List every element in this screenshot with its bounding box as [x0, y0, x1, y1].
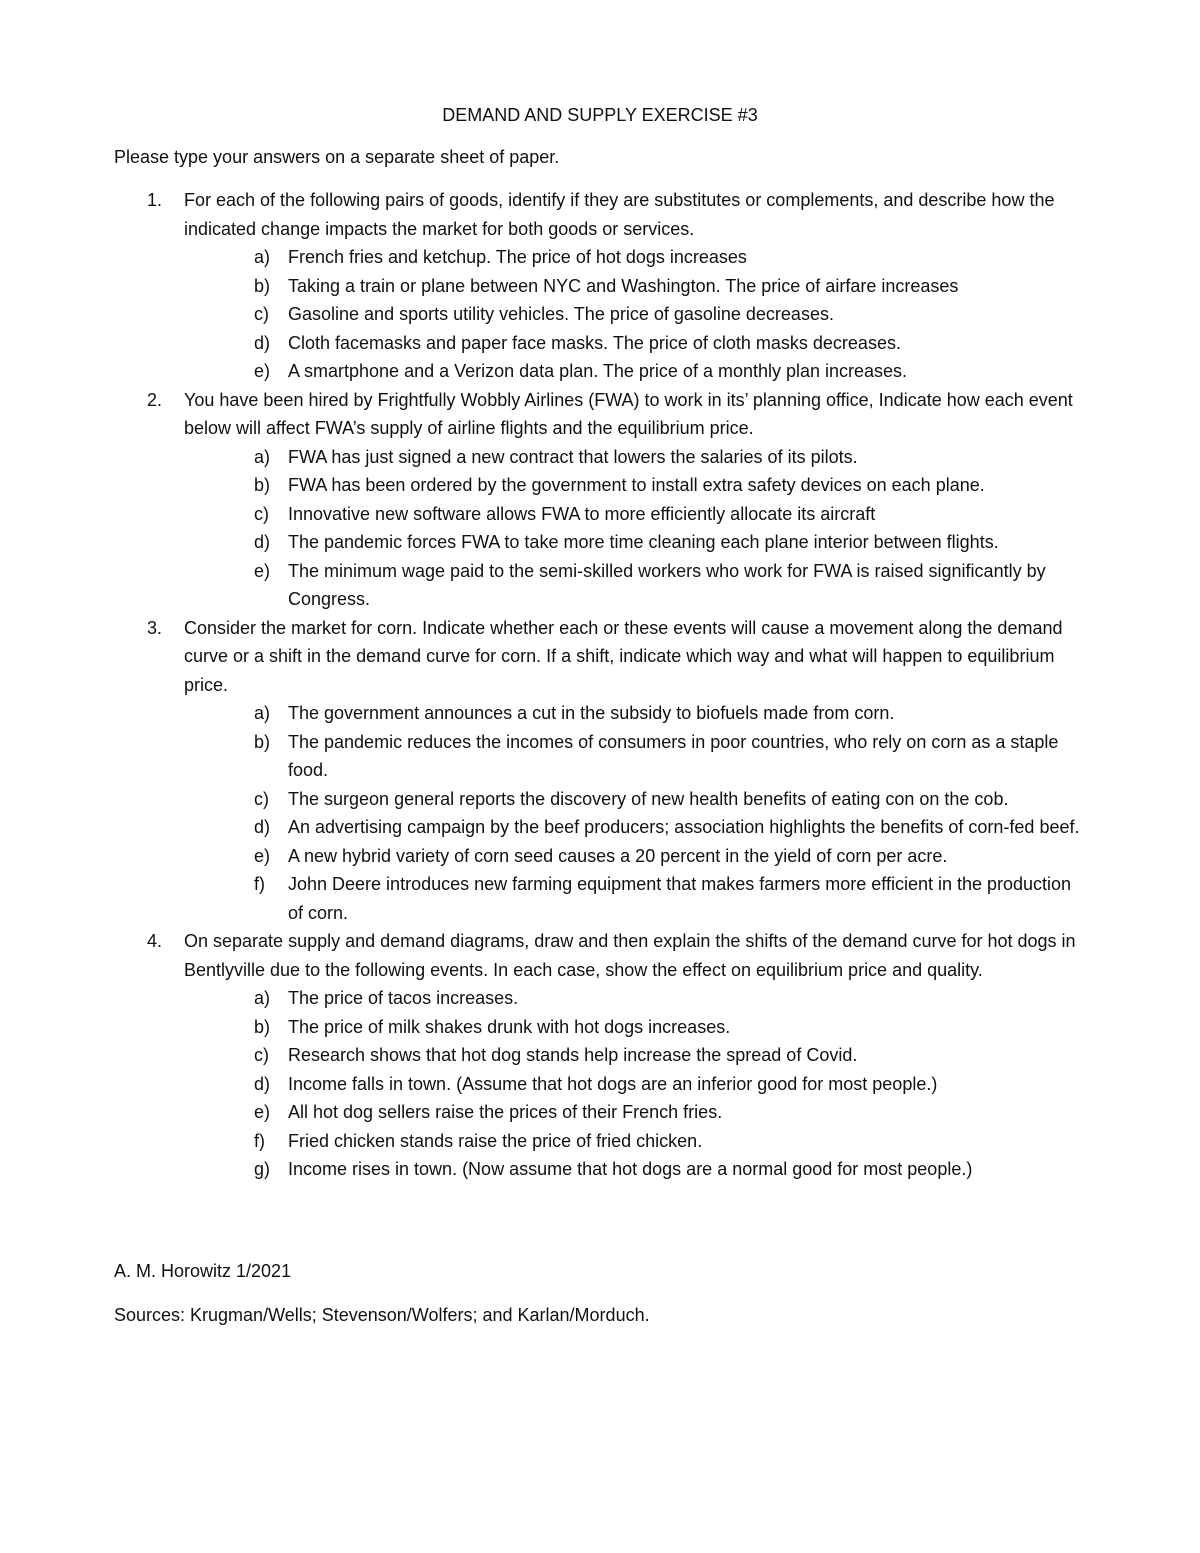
item-letter: e) [254, 845, 271, 866]
sources-line: Sources: Krugman/Wells; Stevenson/Wolfers; and Karlan/Morduch. [114, 1305, 650, 1325]
list-item [184, 300, 1084, 329]
item-text: The price of tacos increases. [288, 988, 519, 1008]
item-text: The pandemic forces FWA to take more time cleaning each plane interior between flights. [288, 532, 999, 552]
list-item [184, 1098, 1084, 1127]
question-number: 4. [147, 931, 163, 951]
item-text: Income falls in town. (Assume that hot dogs are an inferior good for most people.) [288, 1073, 938, 1094]
item-text: Research shows that hot dog stands help increase the spread of Covid. [288, 1045, 858, 1065]
item-text: FWA has just signed a new contract that lowers the salaries of its pilots. [288, 446, 858, 467]
item-letter: b) [254, 731, 271, 752]
item-letter: b) [254, 275, 271, 296]
item-letter: d) [254, 1073, 271, 1094]
question-1 [114, 186, 1084, 386]
list-item [184, 471, 1084, 500]
list-item [184, 1070, 1084, 1099]
question-number: 2. [147, 389, 163, 410]
item-letter: d) [254, 817, 271, 837]
item-text: John Deere introduces new farming equipment that makes farmers more efficient in the production of corn. [288, 874, 1072, 923]
list-item [184, 785, 1084, 814]
list-item [184, 357, 1084, 386]
item-text: Taking a train or plane between NYC and Washington. The price of airfare increases [288, 275, 959, 296]
item-text: Fried chicken stands raise the price of fried chicken. [288, 1130, 703, 1151]
list-item [184, 272, 1084, 301]
item-letter: e) [254, 1102, 271, 1122]
item-letter: c) [254, 788, 269, 809]
list-item [184, 443, 1084, 472]
page-title: DEMAND AND SUPPLY EXERCISE #3 [442, 105, 758, 125]
list-item [184, 1155, 1084, 1184]
question-4 [114, 927, 1084, 1184]
item-letter: a) [254, 247, 271, 267]
item-text: The minimum wage paid to the semi-skilled workers who work for FWA is raised significantly by Congress. [288, 560, 1046, 609]
question-text: For each of the following pairs of goods, identify if they are substitutes or complements, and describe how the indicated change impacts the market for both goods or services. [184, 190, 1055, 239]
sub-item-list [184, 443, 1084, 614]
question-2 [114, 386, 1084, 614]
question-text: On separate supply and demand diagrams, draw and then explain the shifts of the demand curve for hot dogs in Bentlyville due to the following events. In each case, show the effect on equilibrium price and quality. [184, 931, 1076, 980]
list-item [184, 984, 1084, 1013]
item-letter: c) [254, 304, 269, 324]
list-item [184, 728, 1084, 785]
item-text: The price of milk shakes drunk with hot dogs increases. [288, 1016, 731, 1037]
item-letter: f) [254, 1130, 265, 1151]
item-letter: b) [254, 475, 271, 495]
item-letter: a) [254, 988, 271, 1008]
list-item [184, 1013, 1084, 1042]
item-text: French fries and ketchup. The price of hot dogs increases [288, 247, 747, 267]
list-item [184, 1041, 1084, 1070]
question-text: You have been hired by Frightfully Wobbly Airlines (FWA) to work in its’ planning office, Indicate how each event below will affect FWA’s supply of airline flights and the equilibrium price. [184, 389, 1073, 438]
list-item [184, 813, 1084, 842]
item-text: Cloth facemasks and paper face masks. The price of cloth masks decreases. [288, 332, 901, 353]
item-text: The surgeon general reports the discovery of new health benefits of eating con on the cob. [288, 788, 1009, 809]
list-item [184, 557, 1084, 614]
question-text: Consider the market for corn. Indicate whether each or these events will cause a movement along the demand curve or a shift in the demand curve for corn. If a shift, indicate which way and what will happen to equilibrium price. [184, 617, 1063, 695]
sub-item-list [184, 984, 1084, 1184]
item-text: The government announces a cut in the subsidy to biofuels made from corn. [288, 703, 895, 723]
list-item [184, 243, 1084, 272]
question-3 [114, 614, 1084, 928]
item-letter: b) [254, 1016, 271, 1037]
item-letter: f) [254, 874, 265, 894]
question-number: 3. [147, 617, 163, 638]
item-text: A smartphone and a Verizon data plan. The price of a monthly plan increases. [288, 361, 908, 381]
item-letter: c) [254, 503, 269, 524]
item-letter: d) [254, 332, 271, 353]
item-text: All hot dog sellers raise the prices of their French fries. [288, 1102, 723, 1122]
item-letter: a) [254, 446, 271, 467]
question-number: 1. [147, 190, 163, 210]
list-item [184, 1127, 1084, 1156]
list-item [184, 870, 1084, 927]
item-letter: e) [254, 361, 271, 381]
sub-item-list [184, 243, 1084, 386]
item-letter: d) [254, 532, 271, 552]
item-letter: g) [254, 1159, 271, 1179]
list-item [184, 528, 1084, 557]
list-item [184, 329, 1084, 358]
item-text: An advertising campaign by the beef producers; association highlights the benefits of corn-fed beef. [288, 817, 1080, 837]
list-item [184, 500, 1084, 529]
item-text: Innovative new software allows FWA to more efficiently allocate its aircraft [288, 503, 876, 524]
item-text: Gasoline and sports utility vehicles. The price of gasoline decreases. [288, 304, 834, 324]
list-item [184, 699, 1084, 728]
sub-item-list [184, 699, 1084, 927]
question-list [114, 186, 1084, 1184]
item-letter: e) [254, 560, 271, 581]
item-text: A new hybrid variety of corn seed causes a 20 percent in the yield of corn per acre. [288, 845, 948, 866]
item-text: Income rises in town. (Now assume that hot dogs are a normal good for most people.) [288, 1159, 973, 1179]
instructions-text: Please type your answers on a separate sheet of paper. [114, 147, 560, 167]
list-item [184, 842, 1084, 871]
author-line: A. M. Horowitz 1/2021 [114, 1261, 292, 1281]
item-text: The pandemic reduces the incomes of consumers in poor countries, who rely on corn as a staple food. [288, 731, 1059, 780]
item-letter: a) [254, 703, 271, 723]
item-text: FWA has been ordered by the government to install extra safety devices on each plane. [288, 475, 985, 495]
item-letter: c) [254, 1045, 269, 1065]
